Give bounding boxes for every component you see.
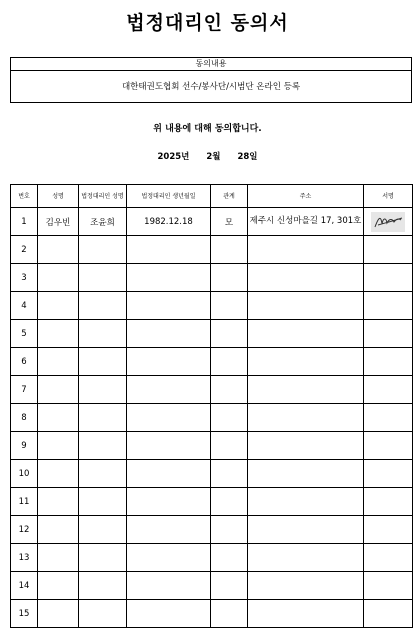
cell-relation (211, 544, 248, 572)
cell-no: 11 (11, 488, 38, 516)
signature-cell (364, 404, 413, 432)
cell-address (248, 600, 364, 628)
cell-name (38, 572, 79, 600)
signature-cell (364, 264, 413, 292)
cell-guardian-name (79, 348, 127, 376)
signature-cell (364, 572, 413, 600)
cell-relation: 모 (211, 208, 248, 236)
table-row (11, 460, 413, 488)
cell-name (38, 404, 79, 432)
cell-address (248, 488, 364, 516)
cell-guardian-birth (127, 432, 211, 460)
cell-relation (211, 404, 248, 432)
cell-no: 5 (11, 320, 38, 348)
cell-no: 3 (11, 264, 38, 292)
cell-address (248, 264, 364, 292)
table-header-row (11, 185, 413, 208)
cell-guardian-birth (127, 488, 211, 516)
cell-guardian-birth (127, 348, 211, 376)
signature-cell (364, 600, 413, 628)
cell-name (38, 320, 79, 348)
cell-no: 7 (11, 376, 38, 404)
cell-address (248, 572, 364, 600)
cell-no: 10 (11, 460, 38, 488)
header-signature: 서명 (364, 185, 413, 208)
cell-no: 14 (11, 572, 38, 600)
cell-no: 13 (11, 544, 38, 572)
cell-address: 제주시 신성마을길 17, 301호 (248, 208, 364, 236)
cell-guardian-name (79, 600, 127, 628)
cell-name (38, 432, 79, 460)
cell-guardian-name (79, 460, 127, 488)
signature-cell (364, 236, 413, 264)
header-no: 번호 (11, 185, 38, 208)
date-month: 2월 (206, 152, 221, 162)
signature-cell (364, 348, 413, 376)
cell-guardian-birth (127, 460, 211, 488)
header-guardian-birth: 법정대리인 생년월일 (127, 185, 211, 208)
cell-name (38, 236, 79, 264)
cell-no: 12 (11, 516, 38, 544)
cell-name: 김우빈 (38, 208, 79, 236)
cell-relation (211, 264, 248, 292)
consent-box (10, 57, 412, 103)
cell-name (38, 516, 79, 544)
cell-address (248, 432, 364, 460)
date-year: 2025년 (157, 152, 190, 162)
cell-no: 15 (11, 600, 38, 628)
cell-name (38, 292, 79, 320)
roster-body (11, 208, 413, 628)
cell-name (38, 376, 79, 404)
cell-guardian-birth (127, 572, 211, 600)
date-line (0, 150, 415, 162)
header-relation: 관계 (211, 185, 248, 208)
header-name: 성명 (38, 185, 79, 208)
signature-cell (364, 432, 413, 460)
consent-body: 대한태권도협회 선수/봉사단/시범단 온라인 등록 (121, 82, 301, 92)
cell-name (38, 264, 79, 292)
cell-guardian-birth (127, 544, 211, 572)
cell-relation (211, 236, 248, 264)
date-day: 28일 (237, 152, 258, 162)
cell-guardian-birth (127, 600, 211, 628)
table-row (11, 544, 413, 572)
cell-guardian-name (79, 320, 127, 348)
signature-cell (364, 544, 413, 572)
cell-name (38, 460, 79, 488)
cell-guardian-name (79, 292, 127, 320)
cell-name (38, 600, 79, 628)
cell-guardian-birth (127, 264, 211, 292)
cell-no: 8 (11, 404, 38, 432)
cell-relation (211, 488, 248, 516)
cell-relation (211, 376, 248, 404)
cell-name (38, 488, 79, 516)
table-row (11, 572, 413, 600)
cell-guardian-name (79, 432, 127, 460)
cell-guardian-name (79, 572, 127, 600)
table-row (11, 488, 413, 516)
cell-relation (211, 460, 248, 488)
table-row (11, 516, 413, 544)
cell-no: 1 (11, 208, 38, 236)
cell-guardian-birth (127, 516, 211, 544)
roster-table (10, 184, 413, 628)
cell-guardian-name (79, 404, 127, 432)
table-row (11, 320, 413, 348)
table-row (11, 292, 413, 320)
cell-relation (211, 292, 248, 320)
table-row (11, 404, 413, 432)
signature-cell (364, 292, 413, 320)
cell-address (248, 348, 364, 376)
table-row (11, 432, 413, 460)
cell-guardian-birth (127, 404, 211, 432)
table-row (11, 348, 413, 376)
signature-cell (364, 516, 413, 544)
cell-relation (211, 432, 248, 460)
cell-address (248, 292, 364, 320)
cell-guardian-name (79, 376, 127, 404)
cell-guardian-name (79, 236, 127, 264)
cell-guardian-birth: 1982.12.18 (127, 208, 211, 236)
document-title: 법정대리인 동의서 (126, 12, 289, 34)
cell-no: 4 (11, 292, 38, 320)
cell-address (248, 320, 364, 348)
cell-guardian-name: 조윤희 (79, 208, 127, 236)
cell-address (248, 460, 364, 488)
cell-relation (211, 516, 248, 544)
signature-cell (364, 460, 413, 488)
cell-name (38, 544, 79, 572)
cell-no: 9 (11, 432, 38, 460)
cell-guardian-birth (127, 320, 211, 348)
table-row (11, 208, 413, 236)
cell-name (38, 348, 79, 376)
table-row (11, 376, 413, 404)
table-row (11, 600, 413, 628)
cell-no: 2 (11, 236, 38, 264)
table-row (11, 264, 413, 292)
cell-relation (211, 348, 248, 376)
header-address: 주소 (248, 185, 364, 208)
cell-guardian-name (79, 544, 127, 572)
cell-relation (211, 572, 248, 600)
consent-header: 동의내용 (11, 58, 411, 71)
cell-address (248, 544, 364, 572)
signature-cell (364, 208, 413, 236)
cell-guardian-birth (127, 376, 211, 404)
cell-address (248, 376, 364, 404)
agree-statement: 위 내용에 대해 동의합니다. (153, 124, 262, 134)
cell-guardian-birth (127, 236, 211, 264)
header-guardian-name: 법정대리인 성명 (79, 185, 127, 208)
signature-cell (364, 320, 413, 348)
cell-relation (211, 320, 248, 348)
cell-address (248, 404, 364, 432)
cell-address (248, 236, 364, 264)
signature-cell (364, 488, 413, 516)
cell-guardian-name (79, 488, 127, 516)
cell-no: 6 (11, 348, 38, 376)
signature-image (371, 212, 405, 232)
cell-guardian-name (79, 516, 127, 544)
cell-guardian-name (79, 264, 127, 292)
cell-relation (211, 600, 248, 628)
signature-cell (364, 376, 413, 404)
table-row (11, 236, 413, 264)
cell-guardian-birth (127, 292, 211, 320)
cell-address (248, 516, 364, 544)
